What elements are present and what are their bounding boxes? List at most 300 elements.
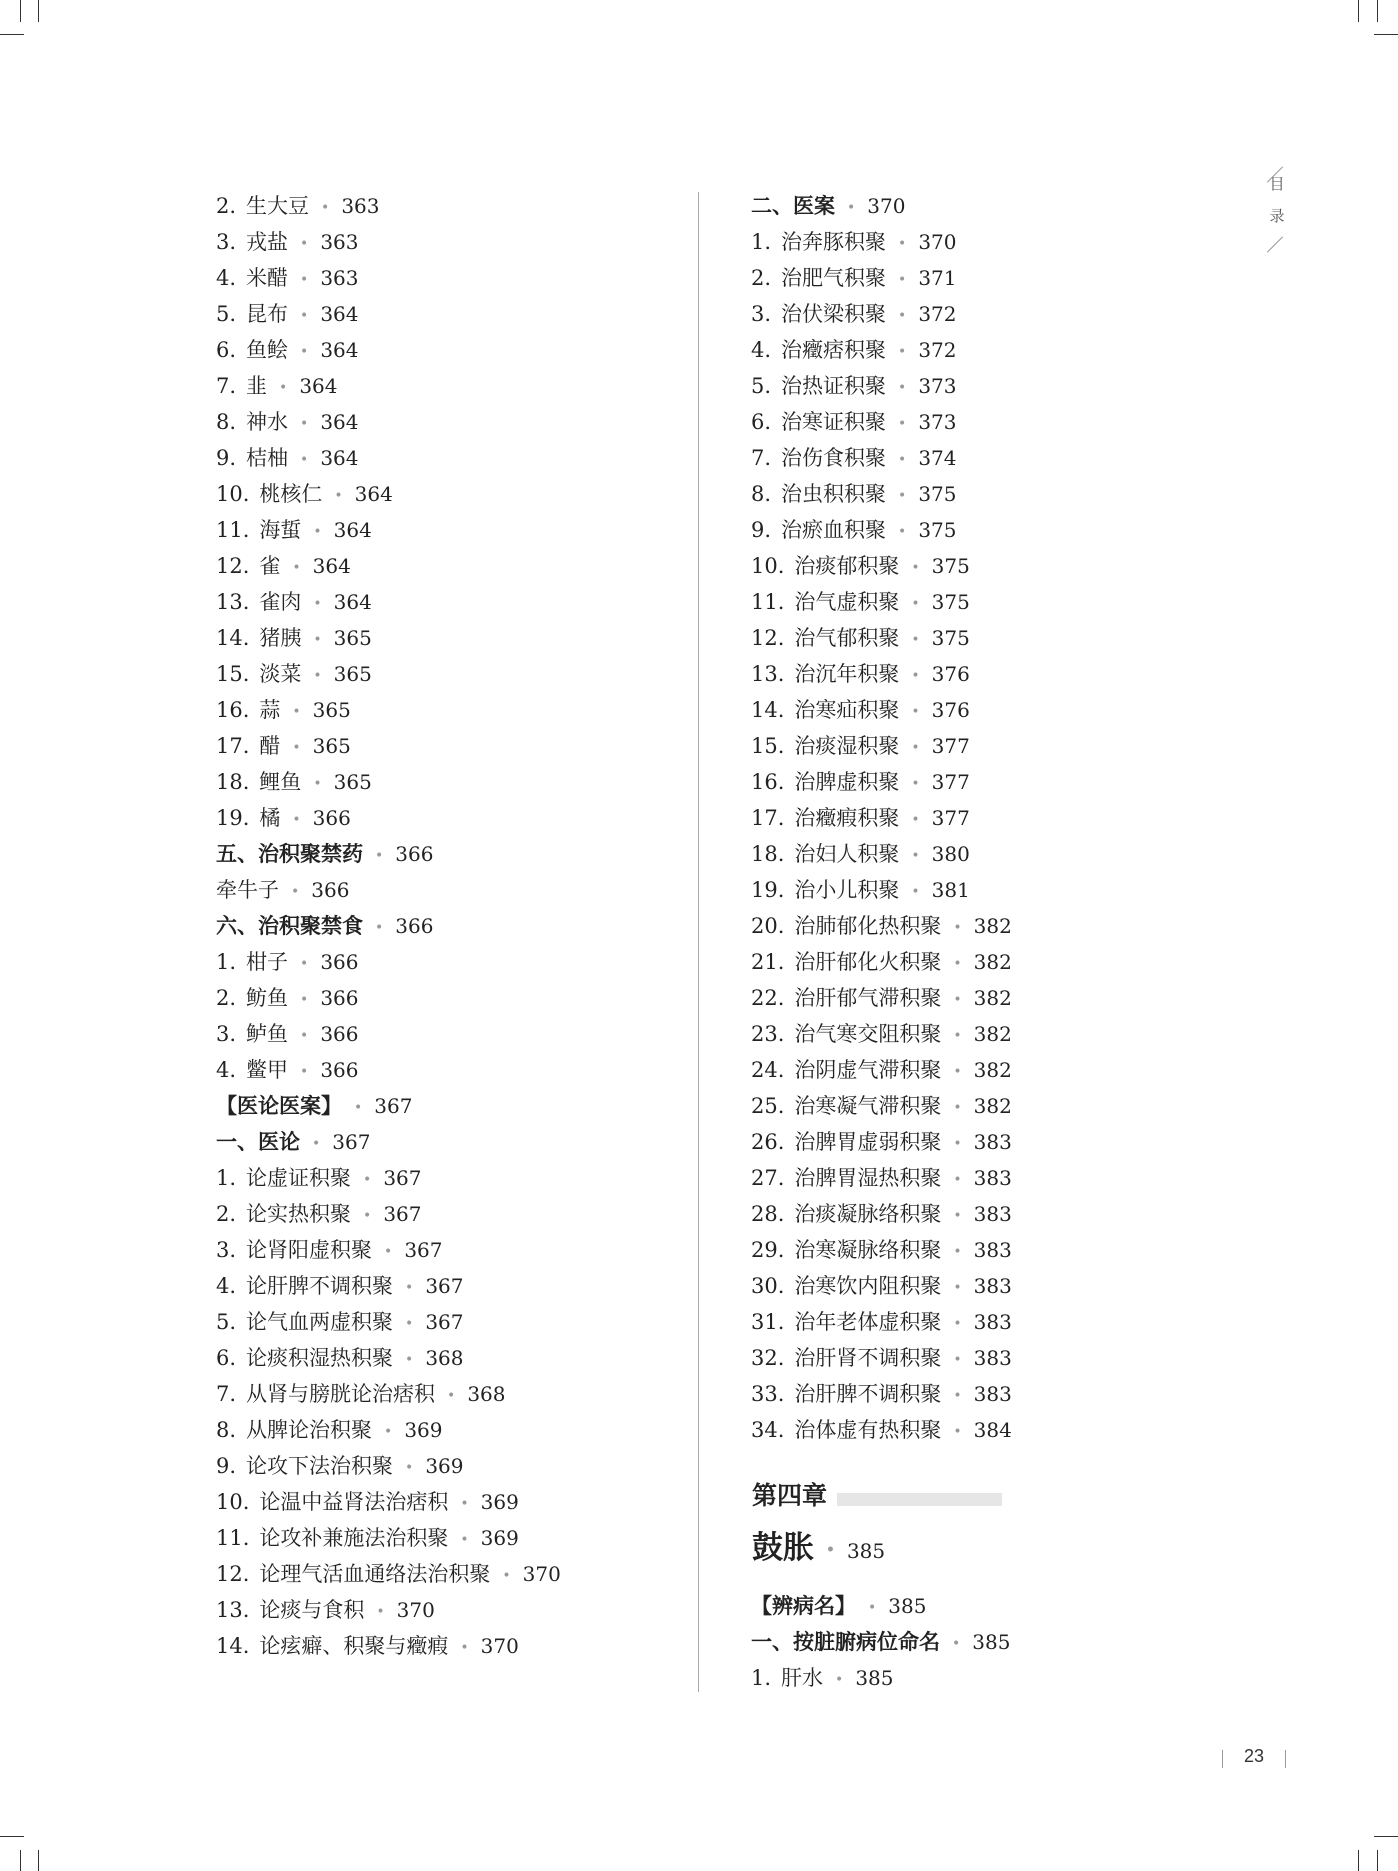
entry-page: 364	[320, 338, 359, 362]
chapter-page: 385	[846, 1539, 886, 1563]
entry-page: 373	[918, 374, 957, 398]
entry-page: 383	[973, 1346, 1012, 1370]
entry-title: 海蜇	[259, 518, 302, 542]
entry-page: 368	[467, 1382, 506, 1406]
toc-entry[interactable]	[751, 1268, 1181, 1304]
entry-title: 治瘀血积聚	[781, 518, 887, 542]
entry-title: 治寒凝脉络积聚	[794, 1238, 942, 1262]
chapter-bar	[837, 1493, 1002, 1506]
leader-dot: •	[953, 919, 962, 936]
toc-entry[interactable]	[216, 1016, 686, 1052]
side-tab-char: 录	[1269, 207, 1285, 225]
crop-mark	[1377, 0, 1378, 22]
entry-page: 363	[320, 266, 359, 290]
leader-dot: •	[375, 847, 384, 864]
leader-dot: •	[312, 1135, 321, 1152]
leader-dot: •	[953, 1027, 962, 1044]
leader-dot: •	[300, 307, 309, 324]
leader-dot: •	[835, 1671, 844, 1688]
entry-number: 19.	[216, 806, 250, 830]
toc-entry[interactable]	[216, 368, 686, 404]
entry-title: 橘	[259, 806, 281, 830]
toc-entry[interactable]	[751, 728, 1181, 764]
toc-entry[interactable]	[216, 692, 686, 728]
entry-title: 柑子	[246, 950, 289, 974]
entry-number: 5.	[216, 302, 237, 326]
leader-dot: •	[953, 1171, 962, 1188]
entry-title: 桔柚	[246, 446, 289, 470]
entry-page: 365	[333, 662, 372, 686]
entry-page: 364	[354, 482, 393, 506]
entry-number: 32.	[751, 1346, 785, 1370]
toc-entry[interactable]	[216, 260, 686, 296]
crop-mark	[1358, 1850, 1359, 1871]
entry-title: 牵牛子	[216, 878, 279, 902]
entry-page: 366	[312, 806, 351, 830]
entry-title: 【医论医案】	[216, 1093, 342, 1118]
toc-entry[interactable]	[751, 1088, 1181, 1124]
entry-title: 鲤鱼	[259, 770, 302, 794]
entry-title: 生大豆	[246, 194, 310, 218]
leader-dot: •	[898, 451, 907, 468]
entry-page: 368	[425, 1346, 464, 1370]
entry-number: 26.	[751, 1130, 785, 1154]
leader-dot: •	[826, 1541, 835, 1558]
toc-entry[interactable]	[216, 656, 686, 692]
toc-left-column	[216, 188, 686, 1664]
toc-entry[interactable]	[751, 260, 1181, 296]
leader-dot: •	[313, 667, 322, 684]
entry-page: 382	[973, 950, 1012, 974]
column-divider	[698, 192, 699, 1692]
entry-number: 4.	[216, 1058, 237, 1082]
entry-title: 治寒疝积聚	[794, 698, 900, 722]
crop-mark	[38, 0, 39, 22]
leader-dot: •	[460, 1495, 469, 1512]
entry-title: 治痰郁积聚	[794, 554, 900, 578]
entry-number: 33.	[751, 1382, 785, 1406]
entry-number: 25.	[751, 1094, 785, 1118]
entry-title: 治脾胃湿热积聚	[794, 1166, 942, 1190]
entry-title: 论虚证积聚	[246, 1166, 352, 1190]
toc-entry[interactable]	[751, 872, 1181, 908]
toc-entry[interactable]	[216, 1448, 686, 1484]
entry-page: 364	[320, 446, 359, 470]
entry-number: 23.	[751, 1022, 785, 1046]
entry-page: 365	[333, 626, 372, 650]
leader-dot: •	[502, 1567, 511, 1584]
entry-number: 11.	[751, 590, 785, 614]
toc-entry[interactable]	[751, 1196, 1181, 1232]
entry-title: 淡菜	[259, 662, 302, 686]
entry-title: 肝水	[781, 1666, 824, 1690]
entry-number: 13.	[216, 590, 250, 614]
entry-number: 2.	[216, 986, 237, 1010]
leader-dot: •	[911, 595, 920, 612]
toc-entry[interactable]	[216, 1412, 686, 1448]
entry-page: 370	[918, 230, 957, 254]
entry-number: 17.	[216, 734, 250, 758]
toc-entry[interactable]	[216, 908, 686, 944]
leader-dot: •	[953, 1063, 962, 1080]
page-number: 23	[1243, 1746, 1265, 1766]
entry-page: 364	[312, 554, 351, 578]
entry-number: 28.	[751, 1202, 785, 1226]
toc-entry[interactable]	[751, 1412, 1181, 1448]
toc-entry[interactable]	[216, 872, 686, 908]
toc-entry[interactable]	[216, 1592, 686, 1628]
entry-title: 醋	[259, 734, 281, 758]
entry-title: 治伏梁积聚	[781, 302, 887, 326]
entry-number: 3.	[216, 1022, 237, 1046]
toc-entry[interactable]	[216, 620, 686, 656]
entry-number: 22.	[751, 986, 785, 1010]
entry-number: 5.	[751, 374, 772, 398]
toc-entry[interactable]	[751, 224, 1181, 260]
entry-number: 11.	[216, 518, 250, 542]
leader-dot: •	[911, 811, 920, 828]
toc-entry[interactable]	[216, 980, 686, 1016]
toc-entry[interactable]	[751, 980, 1181, 1016]
toc-entry[interactable]	[216, 944, 686, 980]
toc-entry[interactable]	[751, 512, 1181, 548]
entry-number: 2.	[751, 266, 772, 290]
toc-entry[interactable]	[216, 1520, 686, 1556]
entry-title: 神水	[246, 410, 289, 434]
leader-dot: •	[460, 1639, 469, 1656]
chapter-label: 第四章	[752, 1481, 828, 1510]
entry-title: 雀肉	[259, 590, 302, 614]
entry-number: 12.	[216, 554, 250, 578]
entry-number: 9.	[216, 446, 237, 470]
leader-dot: •	[898, 235, 907, 252]
toc-entry[interactable]	[216, 1484, 686, 1520]
chapter-title: 鼓胀	[752, 1530, 814, 1566]
entry-number: 13.	[751, 662, 785, 686]
toc-entry[interactable]	[751, 944, 1181, 980]
entry-page: 371	[918, 266, 957, 290]
leader-dot: •	[300, 235, 309, 252]
entry-page: 372	[918, 302, 957, 326]
entry-title: 论痰积湿热积聚	[246, 1346, 394, 1370]
toc-entry[interactable]	[216, 1556, 686, 1592]
crop-mark	[0, 34, 24, 35]
leader-dot: •	[300, 1063, 309, 1080]
entry-page: 381	[931, 878, 970, 902]
toc-entry[interactable]	[216, 1304, 686, 1340]
entry-title: 桃核仁	[259, 482, 323, 506]
entry-number: 2.	[216, 194, 237, 218]
entry-title: 治虫积积聚	[781, 482, 887, 506]
crop-mark	[0, 1836, 24, 1837]
entry-title: 六、治积聚禁食	[216, 913, 363, 938]
leader-dot: •	[898, 379, 907, 396]
entry-page: 364	[333, 590, 372, 614]
leader-dot: •	[911, 739, 920, 756]
side-tab-char: 目	[1269, 175, 1285, 193]
leader-dot: •	[300, 991, 309, 1008]
crop-mark	[20, 1850, 21, 1871]
entry-page: 374	[918, 446, 957, 470]
entry-number: 20.	[751, 914, 785, 938]
entry-number: 4.	[751, 338, 772, 362]
entry-number: 31.	[751, 1310, 785, 1334]
entry-number: 8.	[751, 482, 772, 506]
entry-title: 治寒证积聚	[781, 410, 887, 434]
toc-entry[interactable]	[216, 800, 686, 836]
entry-title: 治痰湿积聚	[794, 734, 900, 758]
toc-entry[interactable]	[751, 1340, 1181, 1376]
leader-dot: •	[363, 1207, 372, 1224]
leader-dot: •	[405, 1351, 414, 1368]
toc-entry[interactable]	[751, 476, 1181, 512]
toc-entry[interactable]	[216, 224, 686, 260]
entry-page: 366	[320, 950, 359, 974]
entry-page: 385	[972, 1630, 1011, 1654]
leader-dot: •	[953, 1135, 962, 1152]
toc-entry[interactable]	[216, 1160, 686, 1196]
leader-dot: •	[911, 631, 920, 648]
toc-entry[interactable]	[751, 656, 1181, 692]
leader-dot: •	[291, 883, 300, 900]
entry-title: 【辨病名】	[751, 1593, 856, 1618]
toc-entry[interactable]	[751, 584, 1181, 620]
entry-number: 9.	[216, 1454, 237, 1478]
entry-number: 10.	[216, 482, 250, 506]
leader-dot: •	[300, 271, 309, 288]
leader-dot: •	[898, 487, 907, 504]
toc-entry[interactable]	[751, 692, 1181, 728]
leader-dot: •	[313, 523, 322, 540]
entry-title: 蒜	[259, 698, 281, 722]
entry-number: 24.	[751, 1058, 785, 1082]
toc-entry[interactable]	[751, 296, 1181, 332]
entry-title: 治肥气积聚	[781, 266, 887, 290]
leader-dot: •	[898, 307, 907, 324]
toc-entry[interactable]	[751, 1124, 1181, 1160]
toc-entry[interactable]	[751, 1660, 1010, 1696]
entry-title: 论痃癖、积聚与癥瘕	[259, 1634, 449, 1658]
leader-dot: •	[898, 523, 907, 540]
leader-dot: •	[911, 559, 920, 576]
leader-dot: •	[300, 955, 309, 972]
entry-title: 治痰凝脉络积聚	[794, 1202, 942, 1226]
leader-dot: •	[953, 1387, 962, 1404]
toc-entry[interactable]	[751, 1376, 1181, 1412]
toc-entry[interactable]	[216, 1628, 686, 1664]
crop-mark	[20, 0, 21, 22]
entry-title: 治癥瘕积聚	[794, 806, 900, 830]
entry-title: 治肝肾不调积聚	[794, 1346, 942, 1370]
leader-dot: •	[953, 991, 962, 1008]
entry-title: 治体虚有热积聚	[794, 1418, 942, 1442]
entry-page: 383	[973, 1238, 1012, 1262]
entry-number: 18.	[751, 842, 785, 866]
toc-entry[interactable]	[216, 1232, 686, 1268]
entry-page: 366	[395, 842, 434, 866]
entry-page: 377	[931, 806, 970, 830]
toc-entry[interactable]	[216, 404, 686, 440]
leader-dot: •	[911, 703, 920, 720]
entry-title: 论肝脾不调积聚	[246, 1274, 394, 1298]
entry-title: 治奔豚积聚	[781, 230, 887, 254]
toc-entry[interactable]	[216, 764, 686, 800]
entry-number: 8.	[216, 410, 237, 434]
toc-entry[interactable]	[216, 476, 686, 512]
entry-number: 11.	[216, 1526, 250, 1550]
entry-title: 雀	[259, 554, 281, 578]
entry-page: 376	[931, 698, 970, 722]
toc-entry[interactable]	[216, 1340, 686, 1376]
entry-page: 370	[522, 1562, 561, 1586]
entry-number: 7.	[751, 446, 772, 470]
toc-entry[interactable]	[216, 296, 686, 332]
entry-title: 鲈鱼	[246, 1022, 289, 1046]
leader-dot: •	[953, 1279, 962, 1296]
entry-page: 376	[931, 662, 970, 686]
toc-entry[interactable]	[751, 548, 1181, 584]
leader-dot: •	[953, 1315, 962, 1332]
entry-page: 383	[973, 1310, 1012, 1334]
toc-entry[interactable]	[751, 1624, 1010, 1660]
entry-page: 372	[918, 338, 957, 362]
toc-entry[interactable]	[751, 332, 1181, 368]
entry-title: 从脾论治积聚	[246, 1418, 373, 1442]
entry-page: 367	[425, 1310, 464, 1334]
entry-title: 一、医论	[216, 1129, 300, 1154]
leader-dot: •	[405, 1315, 414, 1332]
leader-dot: •	[384, 1423, 393, 1440]
entry-title: 论攻补兼施法治积聚	[259, 1526, 449, 1550]
entry-title: 论攻下法治积聚	[246, 1454, 394, 1478]
entry-number: 16.	[751, 770, 785, 794]
leader-dot: •	[300, 343, 309, 360]
entry-page: 384	[973, 1418, 1012, 1442]
entry-number: 10.	[216, 1490, 250, 1514]
entry-number: 1.	[751, 1666, 772, 1690]
entry-title: 治肝脾不调积聚	[794, 1382, 942, 1406]
entry-number: 5.	[216, 1310, 237, 1334]
leader-dot: •	[953, 1099, 962, 1116]
toc-entry[interactable]	[216, 584, 686, 620]
entry-page: 382	[973, 1022, 1012, 1046]
toc-entry[interactable]	[216, 188, 686, 224]
toc-entry[interactable]	[216, 548, 686, 584]
toc-entry[interactable]	[216, 332, 686, 368]
entry-page: 382	[973, 1094, 1012, 1118]
entry-number: 29.	[751, 1238, 785, 1262]
leader-dot: •	[384, 1243, 393, 1260]
toc-entry[interactable]	[216, 1088, 686, 1124]
entry-number: 13.	[216, 1598, 250, 1622]
entry-number: 6.	[216, 338, 237, 362]
toc-entry[interactable]	[216, 1268, 686, 1304]
entry-number: 7.	[216, 374, 237, 398]
toc-entry[interactable]	[216, 1052, 686, 1088]
toc-entry[interactable]	[751, 368, 1181, 404]
entry-title: 二、医案	[751, 193, 835, 218]
toc-entry[interactable]	[751, 1160, 1181, 1196]
leader-dot: •	[911, 775, 920, 792]
entry-number: 12.	[751, 626, 785, 650]
leader-dot: •	[911, 667, 920, 684]
page-number-bar	[1285, 1750, 1286, 1768]
leader-dot: •	[321, 199, 330, 216]
entry-number: 17.	[751, 806, 785, 830]
entry-number: 4.	[216, 1274, 237, 1298]
entry-title: 从肾与膀胱论治痞积	[246, 1382, 436, 1406]
entry-page: 364	[320, 410, 359, 434]
entry-title: 治肝郁化火积聚	[794, 950, 942, 974]
chapter-heading[interactable]	[752, 1476, 1072, 1567]
entry-title: 治寒饮内阻积聚	[794, 1274, 942, 1298]
entry-page: 367	[383, 1202, 422, 1226]
toc-entry[interactable]	[216, 728, 686, 764]
toc-entry[interactable]	[751, 1052, 1181, 1088]
entry-page: 366	[320, 1022, 359, 1046]
leader-dot: •	[313, 775, 322, 792]
toc-entry[interactable]	[751, 800, 1181, 836]
leader-dot: •	[279, 379, 288, 396]
leader-dot: •	[911, 883, 920, 900]
toc-entry[interactable]	[751, 188, 1181, 224]
entry-title: 治癥痞积聚	[781, 338, 887, 362]
toc-entry[interactable]	[751, 1232, 1181, 1268]
toc-entry[interactable]	[216, 1196, 686, 1232]
entry-title: 治热证积聚	[781, 374, 887, 398]
toc-entry[interactable]	[751, 764, 1181, 800]
toc-entry[interactable]	[751, 836, 1181, 872]
entry-title: 治寒凝气滞积聚	[794, 1094, 942, 1118]
leader-dot: •	[847, 199, 856, 216]
entry-title: 治肺郁化热积聚	[794, 914, 942, 938]
entry-page: 383	[973, 1202, 1012, 1226]
entry-number: 3.	[216, 230, 237, 254]
leader-dot: •	[447, 1387, 456, 1404]
entry-number: 14.	[751, 698, 785, 722]
entry-title: 论理气活血通络法治积聚	[259, 1562, 491, 1586]
toc-entry[interactable]	[751, 1588, 1010, 1624]
leader-dot: •	[953, 1423, 962, 1440]
entry-page: 375	[931, 590, 970, 614]
leader-dot: •	[292, 811, 301, 828]
entry-title: 韭	[246, 374, 268, 398]
toc-entry[interactable]	[751, 440, 1181, 476]
toc-entry[interactable]	[216, 1376, 686, 1412]
leader-dot: •	[898, 415, 907, 432]
entry-page: 377	[931, 734, 970, 758]
toc-entry[interactable]	[751, 1304, 1181, 1340]
entry-page: 383	[973, 1274, 1012, 1298]
leader-dot: •	[375, 919, 384, 936]
toc-entry[interactable]	[216, 512, 686, 548]
toc-entry[interactable]	[216, 440, 686, 476]
entry-number: 6.	[216, 1346, 237, 1370]
entry-page: 370	[867, 194, 906, 218]
toc-entry[interactable]	[751, 1016, 1181, 1052]
entry-number: 3.	[751, 302, 772, 326]
entry-page: 363	[341, 194, 380, 218]
side-tab-line	[1267, 236, 1283, 252]
toc-entry[interactable]	[216, 836, 686, 872]
entry-number: 19.	[751, 878, 785, 902]
toc-entry[interactable]	[751, 908, 1181, 944]
toc-entry[interactable]	[751, 620, 1181, 656]
toc-entry[interactable]	[751, 404, 1181, 440]
entry-number: 30.	[751, 1274, 785, 1298]
entry-title: 猪胰	[259, 626, 302, 650]
toc-entry[interactable]	[216, 1124, 686, 1160]
